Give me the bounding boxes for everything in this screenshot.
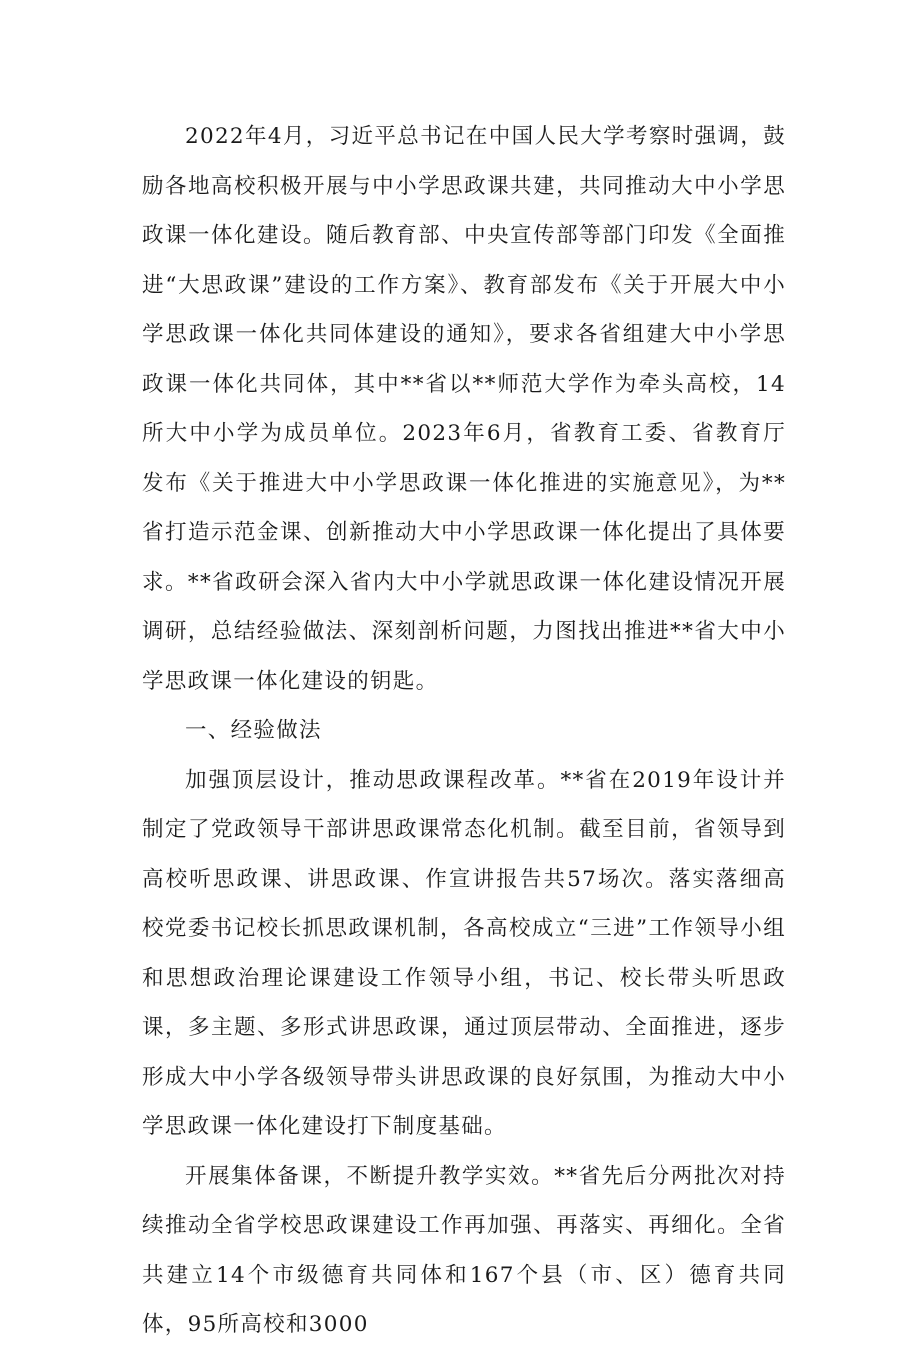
top-design-paragraph: 加强顶层设计，推动思政课程改革。**省在2019年设计并制定了党政领导干部讲思政课常态化机制。截至目前，省领导到高校听思政课、讲思政课、作宣讲报告共57场次。落实落细高校党委书记校长抓思政课机制，各高校成立“三进”工作领导小组和思想政治理论课建设工作领导小组，书记、校长带头听思政课，多主题、多形式讲思政课，通过顶层带动、全面推进，逐步形成大中小学各级领导带头讲思政课的良好氛围，为推动大中小学思政课一体化建设打下制度基础。 — [142, 767, 786, 1139]
document-body — [142, 112, 786, 1350]
collective-prep-paragraph: 开展集体备课，不断提升教学实效。**省先后分两批次对持续推动全省学校思政课建设工作再加强、再落实、再细化。全省共建立14个市级德育共同体和167个县（市、区）德育共同体，95所高校和3000 — [142, 1163, 786, 1337]
intro-paragraph: 2022年4月，习近平总书记在中国人民大学考察时强调，鼓励各地高校积极开展与中小学思政课共建，共同推动大中小学思政课一体化建设。随后教育部、中央宣传部等部门印发《全面推进“大思政课”建设的工作方案》、教育部发布《关于开展大中小学思政课一体化共同体建设的通知》，要求各省组建大中小学思政课一体化共同体，其中**省以**师范大学作为牵头高校，14所大中小学为成员单位。2023年6月，省教育工委、省教育厅发布《关于推进大中小学思政课一体化推进的实施意见》，为**省打造示范金课、创新推动大中小学思政课一体化提出了具体要求。**省政研会深入省内大中小学就思政课一体化建设情况开展调研，总结经验做法、深刻剖析问题，力图找出推进**省大中小学思政课一体化建设的钥匙。 — [142, 124, 786, 694]
section-heading: 一、经验做法 — [185, 718, 322, 743]
